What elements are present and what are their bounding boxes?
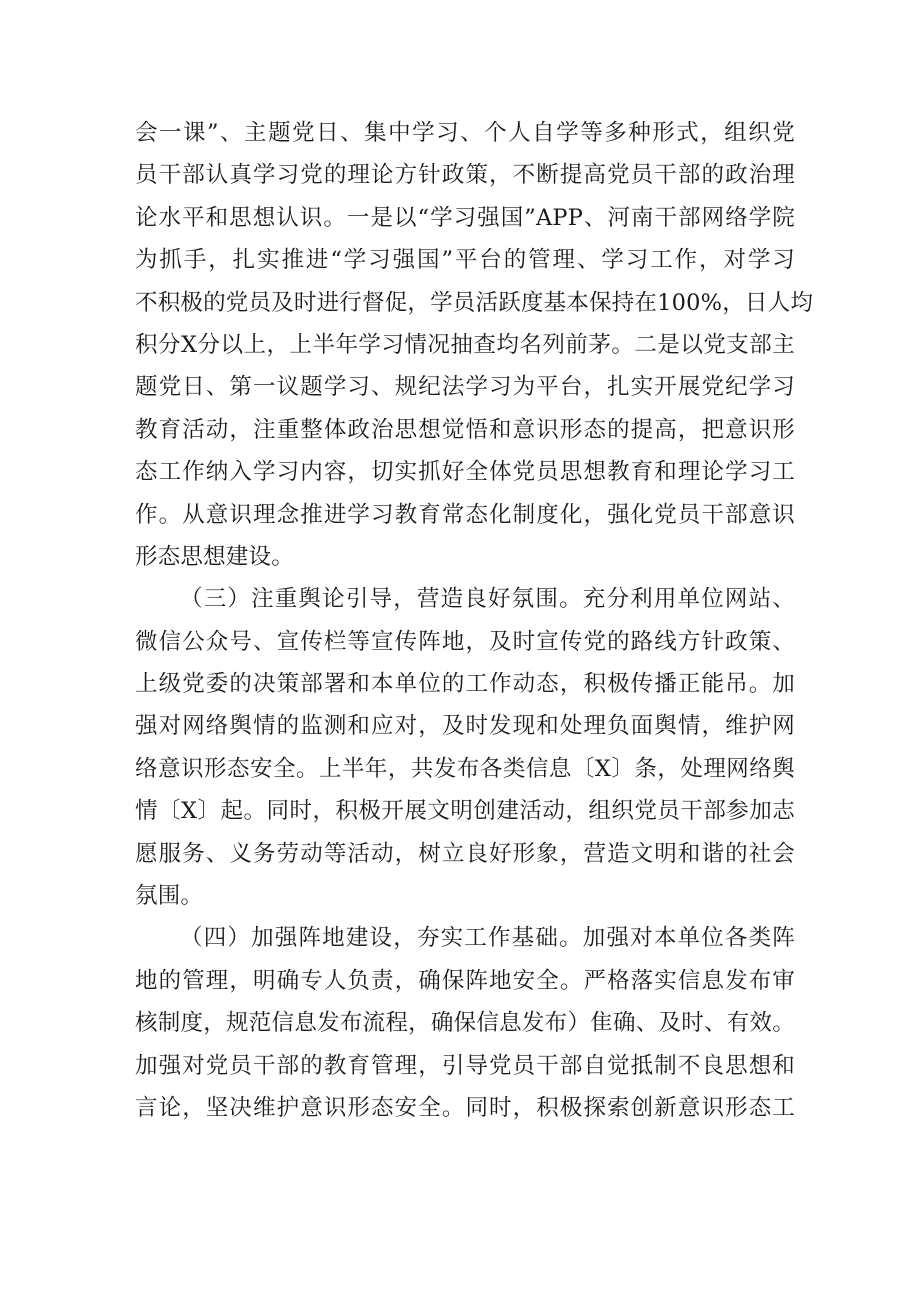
text-line: 核制度，规范信息发布流程，确保信息发布）隹确、及时、有效。 <box>135 1010 795 1037</box>
text-line: 情〔X〕起。同时，积极开展文明创建活动，组织党员干部参加志 <box>135 798 795 825</box>
text-line: 题党日、第一议题学习、规纪法学习为平台，扎实开展党纪学习 <box>135 374 795 401</box>
text-line: 形态思想建设。 <box>135 543 294 570</box>
text-line: 为抓手，扎实推进“学习强国”平台的管理、学习工作，对学习 <box>135 247 795 274</box>
text-line: 教育活动，注重整体政治思想觉悟和意识形态的提高，把意识形 <box>135 416 795 443</box>
paragraph-3 <box>135 917 795 1129</box>
text-line: 微信公众号、宣传栏等宣传阵地，及时宣传党的路线方针政策、 <box>135 628 795 655</box>
text-line: 加强对党员干部的教育管理，引导党员干部自觉抵制不良思想和 <box>135 1052 795 1079</box>
text-line: 上级党委的决策部署和本单位的工作动态，积极传播正能吊。加 <box>135 671 795 698</box>
text-line: 积分X分以上，上半年学习情况抽查均名列前茅。二是以党支部主 <box>135 331 795 358</box>
text-line: 不积极的党员及时进行督促，学员活跃度基本保持在100%，日人均 <box>135 289 814 316</box>
text-line: 作。从意识理念推进学习教育常态化制度化，强化党员干部意识 <box>135 501 795 528</box>
text-line: 愿服务、义务劳动等活动，树立良好形象，营造文明和谐的社会 <box>135 840 795 867</box>
text-line: 员干部认真学习党的理论方针政策，不断提高党员干部的政治理 <box>135 162 795 189</box>
text-line: 论水平和思想认识。一是以“学习强国”APP、河南干部网络学院 <box>135 204 795 231</box>
text-line: 态工作纳入学习内容，切实抓好全体党员思想教育和理论学习工 <box>135 459 795 486</box>
text-line: （四）加强阵地建设，夯实工作基础。加强对本单位各类阵 <box>180 925 795 952</box>
text-line: 会一课”、主题党日、集中学习、个人自学等多种形式，组织党 <box>135 120 795 146</box>
text-line: 氛围。 <box>135 883 204 910</box>
text-line: 地的管理，明确专人负责，确保阵地安全。严格落实信息发布审 <box>135 967 795 994</box>
document-body <box>135 112 814 1129</box>
text-line: （三）注重舆论引导，营造良好氛围。充分利用单位网站、 <box>180 586 795 613</box>
text-line: 言论，坚决维护意识形态安全。同时，积极探索创新意识形态工 <box>135 1094 795 1121</box>
paragraph-1 <box>135 112 814 578</box>
paragraph-2 <box>135 578 795 917</box>
text-line: 强对网络舆情的监测和应对，及时发现和处理负面舆情，维护网 <box>135 713 795 740</box>
text-line: 络意识形态安全。上半年，共发布各类信息〔X〕条，处理网络舆 <box>135 755 795 782</box>
